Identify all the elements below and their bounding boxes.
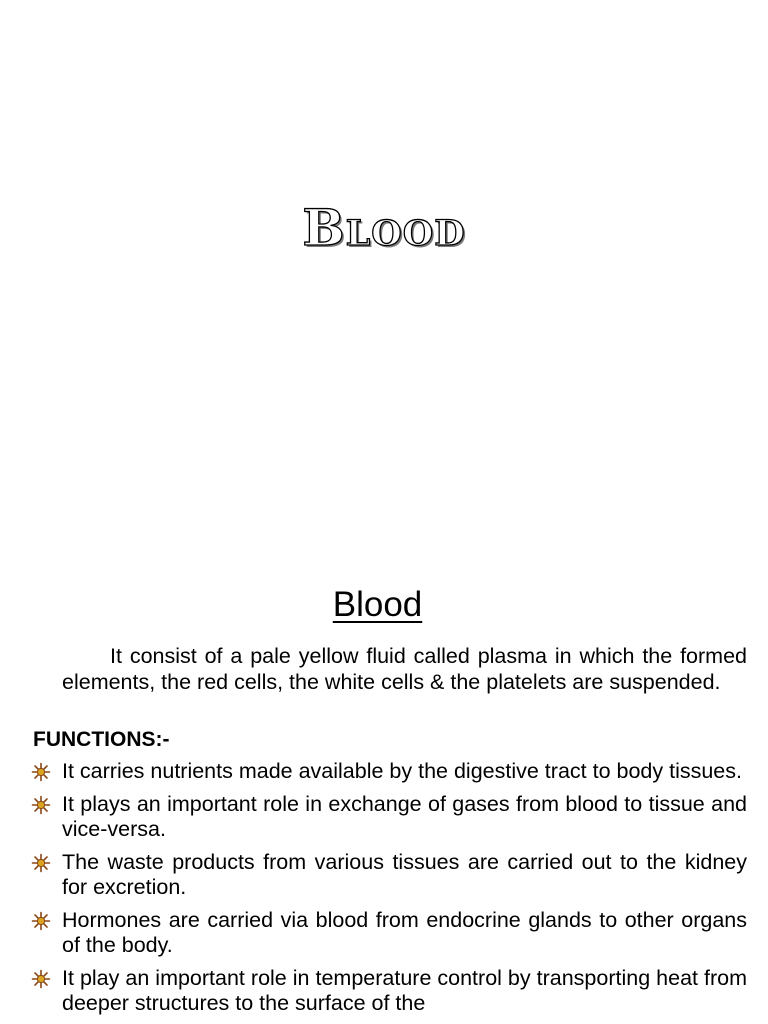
list-item-text: Hormones are carried via blood from endocrine glands to other organs of the body. — [62, 907, 747, 957]
list-item-text: It play an important role in temperature control by transporting heat from deeper structures to the surface of the — [62, 965, 747, 1015]
content-slide — [0, 576, 768, 1024]
functions-label: FUNCTIONS:- — [33, 728, 170, 751]
slide-title: Blood — [302, 198, 466, 257]
content-heading: Blood — [332, 585, 423, 624]
starburst-bullet-icon — [31, 795, 51, 815]
list-item — [31, 792, 747, 843]
starburst-bullet-icon — [31, 853, 51, 873]
functions-list — [31, 759, 747, 1024]
starburst-bullet-icon — [31, 762, 51, 782]
list-item — [31, 908, 747, 959]
list-item-text: It plays an important role in exchange of gases from blood to tissue and vice-versa. — [62, 791, 747, 841]
list-item — [31, 759, 747, 785]
starburst-bullet-icon — [31, 911, 51, 931]
list-item — [31, 966, 747, 1017]
intro-paragraph: It consist of a pale yellow fluid called plasma in which the formed elements, the red cells, the white cells & the platelets are suspended. — [62, 644, 747, 694]
list-item — [31, 850, 747, 901]
list-item-text: It carries nutrients made available by the digestive tract to body tissues. — [62, 759, 742, 783]
starburst-bullet-icon — [31, 969, 51, 989]
list-item-text: The waste products from various tissues are carried out to the kidney for excretion. — [62, 849, 747, 899]
